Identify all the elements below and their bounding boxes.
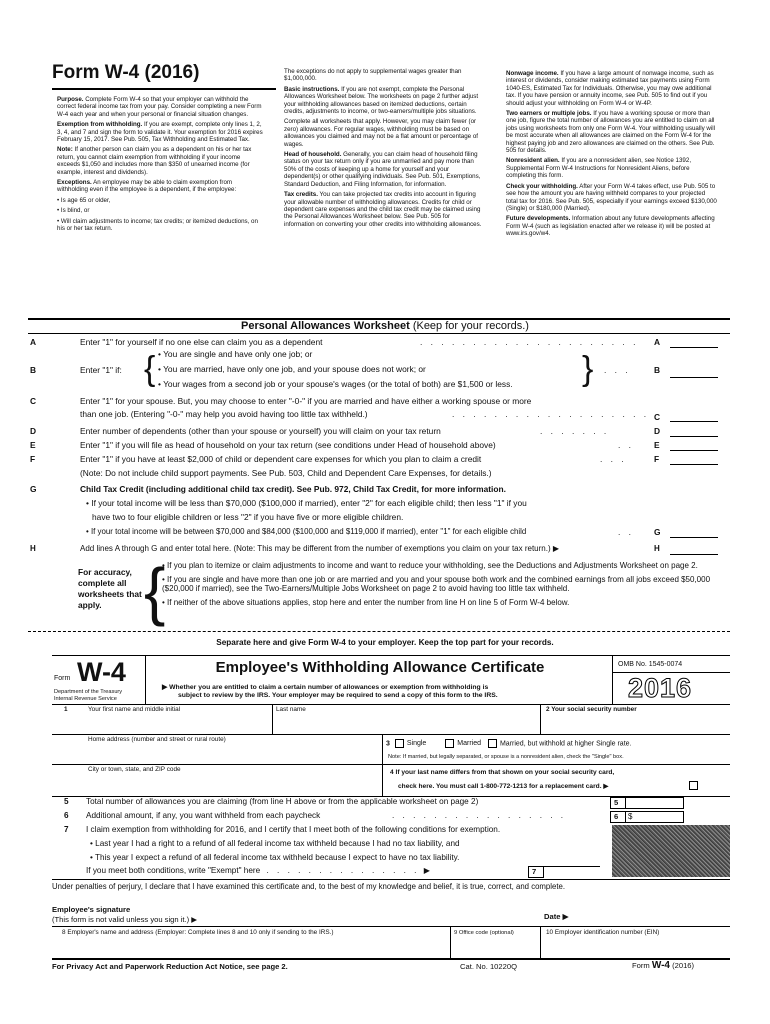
signature-label: Employee's signature xyxy=(52,905,131,914)
instruction-text: Complete all worksheets that apply. However, you may claim fewer (or zero) allowances. For regular wages, withholding must be based on allowances you claimed and may not be a flat amount or percentage of wages. xyxy=(284,118,478,148)
separator-text: Separate here and give Form W-4 to your employer. Keep the top part for your records. xyxy=(216,638,554,647)
footer-form-id: Form W-4 (2016) xyxy=(632,960,695,971)
line-6-box: 6 xyxy=(610,811,626,823)
office-code-label: 9 Office code (optional) xyxy=(454,930,514,936)
line-5-box: 5 xyxy=(610,797,626,809)
instruction-paragraph xyxy=(506,157,718,179)
date-label: Date ▶ xyxy=(544,912,569,921)
instruction-text: If you are not exempt, complete the Personal Allowances Worksheet below. The worksheets on page 2 further adjust your withholding allowances based on itemized deductions, certain credits, adjustments to income, or two-earners/multiple jobs situations. xyxy=(284,85,479,116)
line-7c: If you meet both conditions, write "Exempt" here . . . . . . . . . . . . . . . ▶ xyxy=(86,866,431,875)
catalog-number: Cat. No. 10220Q xyxy=(460,962,517,971)
certificate-title: Employee's Withholding Allowance Certificate xyxy=(215,659,545,676)
filing-status-note: Note: If married, but legally separated, or spouse is a nonresident alien, check the "Single" box. xyxy=(388,754,624,760)
worksheet-title-note: (Keep for your records.) xyxy=(412,320,529,332)
certificate-subtitle-2: subject to review by the IRS. Your employer may be required to send a copy of this form to the IRS. xyxy=(178,692,498,699)
worksheet-line-c: C Enter "1" for your spouse. But, you may choose to enter "-0-" if you are married and have either a working spouse or more than one job. (Entering "-0-" may help you avoid having too little tax withheld.) . . . . . . . . . . . . . . . . . . . C xyxy=(0,394,770,424)
line-6-input[interactable]: $ xyxy=(626,811,684,823)
instruction-text: After your Form W-4 takes effect, use Pub. 505 to see how the amount you are having withheld compares to your projected total tax for 2016. See Pub. 505, especially if your earnings exceed $130,000 (Single) or $180,000 (Married). xyxy=(506,182,717,212)
instruction-text: • Will claim adjustments to income; tax credits; or itemized deductions, on his or her tax return. xyxy=(57,217,258,233)
instruction-heading: Tax credits. xyxy=(284,191,318,199)
instruction-text: If another person can claim you as a dependent on his or her tax return, you cannot claim exemption from withholding if your income exceeds $1,050 and includes more than $350 of unearned income (for example, interest and dividends). xyxy=(57,146,252,176)
home-address-input[interactable] xyxy=(88,746,378,764)
instruction-heading: Head of household. xyxy=(284,151,342,159)
instruction-heading: Nonresident alien. xyxy=(506,157,560,165)
line-7a: • Last year I had a right to a refund of all federal income tax withheld because I had no tax liability, and xyxy=(90,839,460,848)
line-f-entry[interactable] xyxy=(670,464,718,465)
certificate-top-rule xyxy=(52,655,730,656)
instruction-paragraph xyxy=(506,215,718,237)
instruction-text: Generally, you can claim head of household filing status on your tax return only if you are unmarried and pay more than 50% of the costs of keeping up a home for yourself and your dependent(s) or other qualifying individuals. See Pub. 501, Exemptions, Standard Deduction, and Filing Information, for information. xyxy=(284,151,481,188)
cut-line xyxy=(28,631,730,632)
instruction-heading: Two earners or multiple jobs. xyxy=(506,110,592,118)
last-name-input[interactable] xyxy=(276,716,536,734)
instruction-text: If you are exempt, complete only lines 1, 2, 3, 4, and 7 and sign the form to validate it. Your exemption for 2016 expires February 15, 2017. See Pub. 505, Tax Withholding and Estimated Tax. xyxy=(57,121,263,144)
exempt-input[interactable] xyxy=(544,866,600,878)
instruction-heading: Basic instructions. xyxy=(284,85,340,93)
single-checkbox[interactable] xyxy=(395,739,404,748)
ssn-label: 2 Your social security number xyxy=(546,706,637,713)
instruction-paragraph xyxy=(284,86,482,116)
instruction-paragraph xyxy=(57,96,263,118)
instruction-text: The exceptions do not apply to supplemental wages greater than $1,000,000. xyxy=(284,68,462,83)
instruction-paragraph xyxy=(506,110,718,154)
form-number: W-4 xyxy=(77,657,126,687)
office-code-input[interactable] xyxy=(454,940,538,958)
name-differs-line-1: 4 If your last name differs from that shown on your social security card, xyxy=(390,769,615,776)
city-label: City or town, state, and ZIP code xyxy=(88,766,181,773)
instruction-heading: Check your withholding. xyxy=(506,182,578,190)
form-label: Form xyxy=(54,675,71,682)
line-d-entry[interactable] xyxy=(670,436,718,437)
instruction-paragraph xyxy=(57,121,263,143)
worksheet-title-rule xyxy=(28,333,730,334)
worksheet-title-row xyxy=(0,320,770,333)
worksheet-line-f: F Enter "1" if you have at least $2,000 of child or dependent care expenses for which you plan to claim a credit . . . F (Note: Do not include child support payments. See Pub. 503, Child and Dependent Care Expenses, for details.) xyxy=(0,452,770,482)
instruction-heading: Exemption from withholding. xyxy=(57,121,143,129)
line-a-entry[interactable] xyxy=(670,347,718,348)
line-c-entry[interactable] xyxy=(670,421,718,422)
instruction-paragraph xyxy=(57,179,263,194)
worksheet-line-g: G Child Tax Credit (including additional child tax credit). See Pub. 972, Child Tax Credit, for more information. • If your total income will be less than $70,000 ($100,000 if married), enter "2" for each eligible child; then less "1" if you have two to four eligible children or less "2" if you have five or more eligible children. • If your total income will be between $70,000 and $84,000 ($100,000 and $119,000 if married), enter "1" for each eligible child . . G xyxy=(0,482,770,542)
instructions-column-3 xyxy=(506,70,718,241)
signature-input[interactable] xyxy=(250,905,530,925)
city-input[interactable] xyxy=(88,776,378,794)
line-h-entry[interactable] xyxy=(670,554,718,555)
ssn-input[interactable] xyxy=(546,716,726,734)
instruction-paragraph xyxy=(506,183,718,213)
ein-label: 10 Employer identification number (EIN) xyxy=(546,929,660,936)
instruction-paragraph xyxy=(57,146,263,176)
instruction-heading: Nonwage income. xyxy=(506,70,559,77)
name-differs-checkbox[interactable] xyxy=(689,781,698,790)
worksheet-line-d: D Enter number of dependents (other than your spouse or yourself) you will claim on your tax return . . . . . . . D xyxy=(0,424,770,438)
shaded-area xyxy=(612,825,730,877)
line-5-input[interactable] xyxy=(626,797,684,809)
instruction-paragraph xyxy=(506,70,718,107)
accuracy-bullet-1: • If you plan to itemize or claim adjustments to income and want to reduce your withholding, see the Deductions and Adjustments Worksheet on page 2. xyxy=(162,561,698,570)
instruction-heading: Exceptions. xyxy=(57,179,92,187)
instruction-text: If you have a large amount of nonwage income, such as interest or dividends, consider making estimated tax payments using Form 1040-ES, Estimated Tax for Individuals. Otherwise, you may owe additional tax. If you have pension or annuity income, see Pub. 505 to find out if you should adjust your withholding on Form W-4 or W-4P. xyxy=(506,70,714,107)
instruction-text: If you are a nonresident alien, see Notice 1392, Supplemental Form W-4 Instructions for Nonresident Aliens, before completing this form. xyxy=(506,157,692,180)
line-b-entry[interactable] xyxy=(670,377,718,378)
omb-number: OMB No. 1545-0074 xyxy=(618,661,683,668)
instruction-paragraph xyxy=(57,218,263,233)
privacy-notice: For Privacy Act and Paperwork Reduction Act Notice, see page 2. xyxy=(52,962,288,971)
employer-name-input[interactable] xyxy=(62,940,446,958)
instructions-column-2 xyxy=(284,68,482,231)
instruction-text: An employee may be able to claim exemption from withholding even if the employee is a dependent, if the employee: xyxy=(57,179,237,194)
home-address-label: Home address (number and street or rural route) xyxy=(88,736,226,743)
first-name-input[interactable] xyxy=(88,716,270,734)
tax-year: 2016 xyxy=(628,673,693,703)
instruction-heading: Note: xyxy=(57,146,73,154)
line-g-entry[interactable] xyxy=(670,537,718,538)
instruction-paragraph xyxy=(284,151,482,188)
instructions-column-1 xyxy=(57,96,263,236)
date-input[interactable] xyxy=(580,908,726,926)
instruction-paragraph xyxy=(284,191,482,228)
accuracy-bullet-2: • If you are single and have more than one job or are married and you and your spouse both work and the combined earnings from all jobs exceed $50,000 ($20,000 if married), see the Two-Earners/Multiple Jobs Worksheet on page 2 to avoid having too little tax withheld. xyxy=(162,574,711,594)
dept-line-2: Internal Revenue Service xyxy=(54,696,117,702)
instruction-text: You can take projected tax credits into account in figuring your allowable number of withholding allowances. Credits for child or dependent care expenses and the child tax credit may be claimed using the Personal Allowances Worksheet below. See Pub. 505 for information on converting your other credits into withholding allowances. xyxy=(284,191,482,228)
instruction-text: • Is age 65 or older, xyxy=(57,196,111,204)
instruction-text: Complete Form W-4 so that your employer can withhold the correct federal income tax from your pay. Consider completing a new Form W-4 each year and when your personal or financial situation changes. xyxy=(57,96,262,118)
instruction-paragraph xyxy=(57,197,263,204)
field-1-num: 1 xyxy=(64,706,68,713)
form-title: Form W-4 (2016) xyxy=(52,62,200,83)
filing-status-row: 3 Single Married Married, but withhold at higher Single rate. xyxy=(386,740,632,748)
instruction-text: • Is blind, or xyxy=(57,207,90,215)
certificate-subtitle-1: ▶ Whether you are entitled to claim a certain number of allowances or exemption from withholding is xyxy=(162,684,489,691)
married-checkbox[interactable] xyxy=(445,739,454,748)
accuracy-brace: { xyxy=(144,555,166,627)
instruction-text: Information about any future developments affecting Form W-4 (such as legislation enacted after we release it) will be posted at www.irs.gov/w4. xyxy=(506,215,715,238)
instruction-paragraph xyxy=(57,207,263,214)
dept-line-1: Department of the Treasury xyxy=(54,689,123,695)
accuracy-label: For accuracy, complete all worksheets that apply. xyxy=(78,567,142,610)
married-higher-single-checkbox[interactable] xyxy=(488,739,497,748)
worksheet-line-a: A Enter "1" for yourself if no one else can claim you as a dependent . . . . . . . . . . . . . . . . . . . . . A xyxy=(0,335,770,349)
title-rule xyxy=(52,88,276,90)
exempt-box: 7 xyxy=(528,866,544,878)
ein-input[interactable] xyxy=(546,940,726,958)
name-differs-line-2: check here. You must call 1-800-772-1213 for a replacement card. ▶ xyxy=(398,783,609,790)
instruction-paragraph xyxy=(284,68,482,83)
perjury-statement: Under penalties of perjury, I declare that I have examined this certificate and, to the best of my knowledge and belief, it is true, correct, and complete. xyxy=(52,882,565,891)
accuracy-bullets xyxy=(162,561,722,607)
instruction-paragraph xyxy=(284,118,482,148)
worksheet-line-h: H Add lines A through G and enter total here. (Note: This may be different from the number of exemptions you claim on your tax return.) ▶ H xyxy=(0,542,770,556)
worksheet-line-e: E Enter "1" if you will file as head of household on your tax return (see conditions under Head of household above) . . E xyxy=(0,438,770,452)
accuracy-bullet-3: • If neither of the above situations applies, stop here and enter the number from line H on line 5 of Form W-4 below. xyxy=(162,597,570,607)
employer-name-label: 8 Employer's name and address (Employer: Complete lines 8 and 10 only if sending to the IRS.) xyxy=(62,929,334,936)
signature-note: (This form is not valid unless you sign it.) ▶ xyxy=(52,915,198,924)
line-7b: • This year I expect a refund of all federal income tax withheld because I expect to have no tax liability. xyxy=(90,853,460,862)
instruction-heading: Future developments. xyxy=(506,215,571,223)
worksheet-title: Personal Allowances Worksheet xyxy=(241,320,410,332)
first-name-label: Your first name and middle initial xyxy=(88,706,181,713)
instruction-text: If you have a working spouse or more than one job, figure the total number of allowances you are entitled to claim on all jobs using worksheets from only one Form W-4. Your withholding usually will be most accurate when all allowances are claimed on the Form W-4 for the highest paying job and zero allowances are claimed on the others. See Pub. 505 for details. xyxy=(506,110,715,155)
last-name-label: Last name xyxy=(276,706,306,713)
instruction-heading: Purpose. xyxy=(57,96,84,103)
line-e-entry[interactable] xyxy=(670,450,718,451)
worksheet-line-b: B Enter "1" if: { • You are single and have only one job; or • You are married, have only one job, and your spouse does not work; or • Your wages from a second job or your spouse's wages (or the total of both) are $1,500 or less. } . . . B xyxy=(0,349,770,395)
